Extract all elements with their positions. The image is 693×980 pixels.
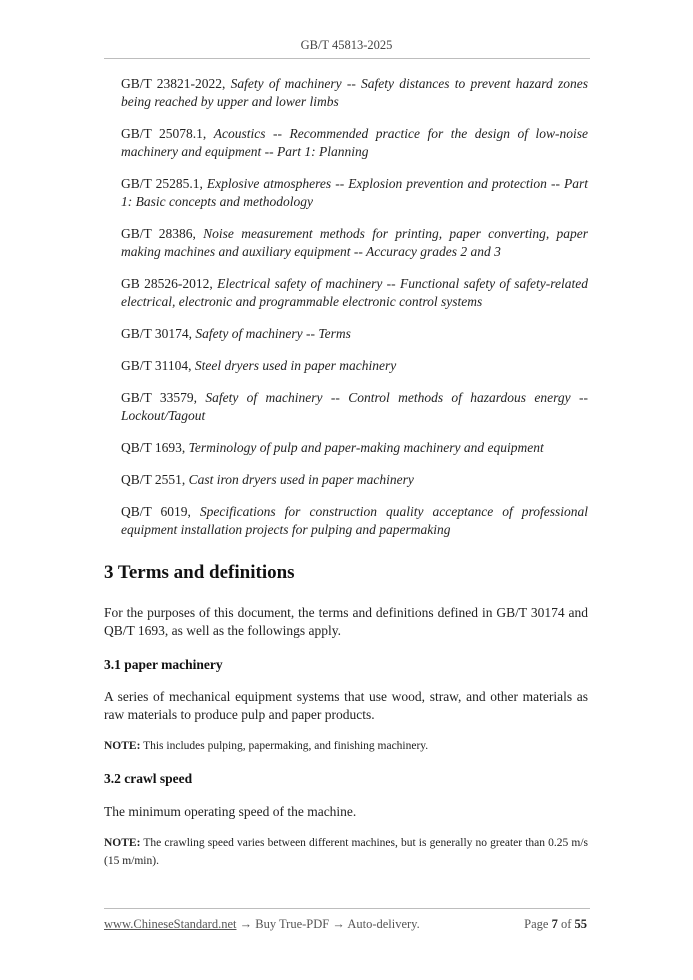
reference-code: GB/T 25285.1, <box>121 176 207 191</box>
reference-code: GB/T 31104, <box>121 358 195 373</box>
reference-title: Safety of machinery -- Safety distances to prevent hazard zones being reached by upper and lower limbs <box>121 76 588 109</box>
page-number <box>524 917 587 932</box>
term-definition-paper-machinery: A series of mechanical equipment systems that use wood, straw, and other materials as raw materials to produce pulp and paper products. <box>104 689 588 722</box>
reference-item <box>121 225 588 261</box>
header-divider <box>104 58 590 59</box>
section-intro: For the purposes of this document, the terms and definitions defined in GB/T 30174 and QB/T 1693, as well as the followings apply. <box>104 605 588 638</box>
reference-title: Steel dryers used in paper machinery <box>194 358 397 373</box>
note-label: NOTE: <box>104 740 141 752</box>
section-heading: 3 Terms and definitions <box>104 562 295 583</box>
reference-item <box>121 471 588 489</box>
term-note-paper-machinery <box>104 737 588 755</box>
site-link[interactable]: www.ChineseStandard.net <box>104 917 237 931</box>
reference-code: GB/T 33579, <box>121 390 206 405</box>
reference-item <box>121 357 588 375</box>
reference-title: Acoustics -- Recommended practice for the design of low-noise machinery and equipment -- Part 1: Planning <box>121 126 588 159</box>
reference-code: GB/T 30174, <box>121 326 196 341</box>
reference-code: GB/T 28386, <box>121 226 204 241</box>
arrow-icon: → <box>236 917 256 931</box>
reference-code: QB/T 6019, <box>121 504 200 519</box>
term-note-crawl-speed <box>104 834 588 870</box>
auto-delivery-text: Auto-delivery. <box>347 917 420 931</box>
reference-title: Explosive atmospheres -- Explosion prevention and protection -- Part 1: Basic concepts and methodology <box>121 176 588 209</box>
term-heading-crawl-speed: 3.2 crawl speed <box>104 771 193 786</box>
footer-divider <box>104 908 590 909</box>
reference-code: QB/T 1693, <box>121 440 189 455</box>
reference-title: Specifications for construction quality acceptance of professional equipment installation projects for pulping and papermaking <box>121 504 588 537</box>
reference-item <box>121 503 588 539</box>
term-heading-paper-machinery: 3.1 paper machinery <box>104 657 223 672</box>
reference-item <box>121 75 588 111</box>
reference-code: GB 28526-2012, <box>121 276 218 291</box>
note-label: NOTE: <box>104 837 141 849</box>
reference-item <box>121 325 588 343</box>
arrow-icon: → <box>329 917 348 931</box>
term-definition-crawl-speed: The minimum operating speed of the machine. <box>104 804 357 819</box>
normative-references-list <box>121 75 588 553</box>
reference-title: Noise measurement methods for printing, paper converting, paper making machines and auxiliary equipment -- Accuracy grades 2 and 3 <box>121 226 588 259</box>
reference-title: Safety of machinery -- Control methods of hazardous energy -- Lockout/Tagout <box>121 390 588 423</box>
reference-item <box>121 389 588 425</box>
page-header: GB/T 45813-2025 <box>300 38 393 52</box>
buy-pdf-text: Buy True-PDF <box>255 917 330 931</box>
reference-item <box>121 439 588 457</box>
page-of: of <box>557 917 575 931</box>
reference-code: QB/T 2551, <box>121 472 189 487</box>
reference-code: GB/T 25078.1, <box>121 126 214 141</box>
note-text: The crawling speed varies between different machines, but is generally no greater than 0.25 m/s (15 m/min). <box>104 837 588 867</box>
note-text: This includes pulping, papermaking, and finishing machinery. <box>140 740 429 752</box>
page-label: Page <box>524 917 552 931</box>
current-page: 7 <box>551 917 558 931</box>
reference-title: Terminology of pulp and paper-making machinery and equipment <box>188 440 544 455</box>
total-pages: 55 <box>574 917 587 931</box>
reference-code: GB/T 23821-2022, <box>121 76 231 91</box>
reference-item <box>121 275 588 311</box>
footer-promo <box>104 917 420 932</box>
reference-item <box>121 125 588 161</box>
reference-item <box>121 175 588 211</box>
reference-title: Cast iron dryers used in paper machinery <box>188 472 414 487</box>
reference-title: Safety of machinery -- Terms <box>195 326 351 341</box>
reference-title: Electrical safety of machinery -- Functional safety of safety-related electrical, electronic and programmable electronic control systems <box>121 276 588 309</box>
